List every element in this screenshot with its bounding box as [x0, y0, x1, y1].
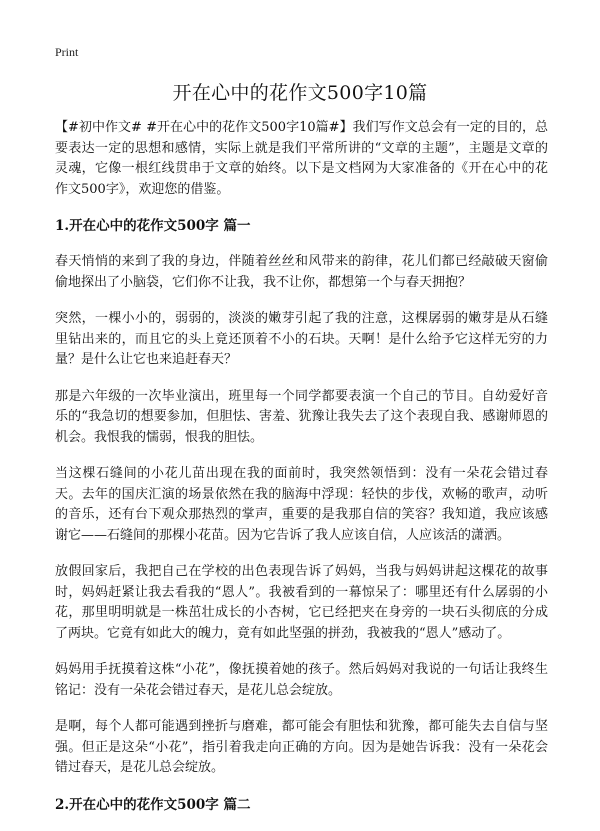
page-title: 开在心中的花作文500字10篇 — [172, 82, 428, 104]
section-heading-1: 1.开在心中的花作文500字 篇一 — [55, 218, 251, 234]
print-link[interactable]: Print — [55, 45, 79, 59]
section-1-paragraph: 妈妈用手抚摸着这株“小花”，像抚摸着她的孩子。然后妈妈对我说的一句话让我终生铭记：没有一朵花会错过春天，是花儿总会绽放。 — [55, 662, 548, 698]
section-1-paragraph: 当这棵石缝间的小花儿苗出现在我的面前时，我突然领悟到：没有一朵花会错过春天。去年的国庆汇演的场景依然在我的脑海中浮现：轻快的步伐，欢畅的歌声，动听的音乐，还有台下观众那热烈的掌声，重要的是我那自信的笑容？我知道，我应该感谢它——石缝间的那棵小花苗。因为它告诉了我人应该自信，人应该活的潇洒。 — [55, 466, 548, 543]
article-body — [55, 118, 548, 831]
section-1-paragraph: 那是六年级的一次毕业演出，班里每一个同学都要表演一个自己的节目。自幼爱好音乐的“我急切的想要参加，但胆怯、害羞、犹豫让我失去了这个表现自我、感谢师恩的机会。我恨我的懦弱，恨我的胆怯。 — [55, 388, 548, 445]
section-1-paragraph: 是啊，每个人都可能遇到挫折与磨难，都可能会有胆怯和犹豫，都可能失去自信与坚强。但正是这朵“小花”，指引着我走向正确的方向。因为是她告诉我：没有一朵花会错过春天，是花儿总会绽放。 — [55, 719, 548, 775]
section-1-paragraph: 放假回家后，我把自己在学校的出色表现告诉了妈妈，当我与妈妈讲起这棵花的故事时，妈妈赶紧让我去看我的“恩人”。我被看到的一幕惊呆了：哪里还有什么孱弱的小花，那里明明就是一株茁壮成长的小杏树，它已经把夹在身旁的一块石头彻底的分成了两块。它竟有如此大的魄力，竟有如此坚强的拼劲，我被我的“恩人”感动了。 — [55, 564, 548, 641]
section-heading-2: 2.开在心中的花作文500字 篇二 — [55, 796, 251, 813]
section-1-paragraph: 突然，一棵小小的，弱弱的，淡淡的嫩芽引起了我的注意，这棵孱弱的嫩芽是从石缝里钻出来的，而且它的头上竟还顶着不小的石块。天啊！是什么给予它这样无穷的力量？是什么让它也来追赶春天？ — [55, 311, 548, 367]
section-1-paragraph: 春天悄悄的来到了我的身边，伴随着丝丝和风带来的韵律，花儿们都已经敲破天窗偷偷地探出了小脑袋，它们你不让我，我不让你，都想第一个与春天拥抱？ — [55, 254, 548, 290]
intro-paragraph: 【#初中作文# #开在心中的花作文500字10篇#】我们写作文总会有一定的目的，总要表达一定的思想和感情，实际上就是我们平常所讲的“文章的主题”，主题是文章的灵魂，它像一根红线贯串于文章的始终。以下是文档网为大家准备的《开在心中的花作文500字》，欢迎您的借鉴。 — [55, 120, 548, 197]
